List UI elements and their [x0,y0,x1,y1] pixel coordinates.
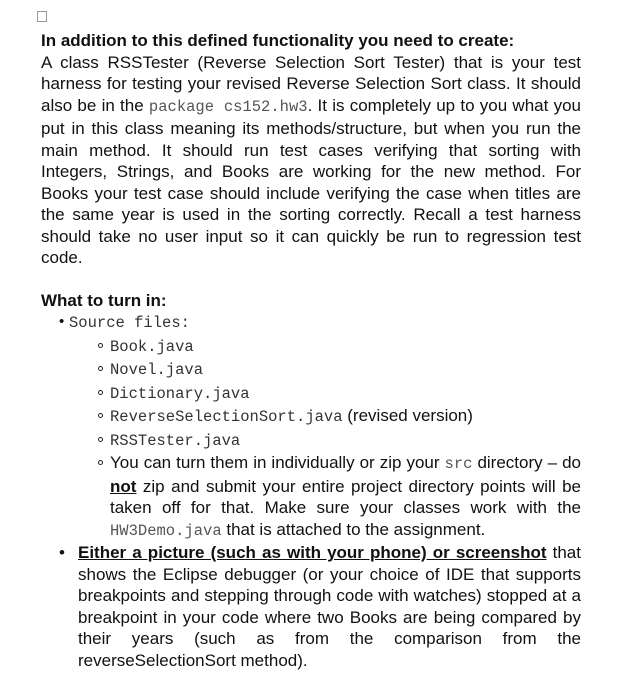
description-part-1: A class RSSTester (Reverse Selection Sort Tester) that is your test harness for testing your revised Reverse Selection Sort class. It should also be in the [41,52,581,115]
list-item [98,405,581,429]
circle-bullet-icon [98,437,103,442]
file-name: Book.java [110,337,194,356]
file-name: ReverseSelectionSort.java [110,408,343,426]
empty-checkbox-icon[interactable] [37,11,47,22]
file-name: RSSTester.java [110,431,241,450]
debugger-description: that shows the Eclipse debugger (or your choice of IDE that supports breakpoints and stepping through code with watches) stopped at a breakpoint in your code where two Books are being compared by their years (such as from the comparison from the reverseSelectionSort method). [78,543,581,670]
requirements-heading: In addition to this defined functionality you need to create: [41,31,515,50]
assignment-content [41,30,581,671]
circle-bullet-icon [98,413,103,418]
file-name: Dictionary.java [110,384,250,403]
file-name: Novel.java [110,361,204,379]
submit-note-d: that is attached to the assignment. [221,519,486,539]
circle-bullet-icon [98,343,103,348]
list-item [98,358,581,382]
debugger-underlined: Either a picture (such as with your phone) or screenshot [78,543,547,562]
package-code: package cs152.hw3 [148,97,308,116]
rsstester-description [41,52,581,269]
source-files-label: Source files: [69,314,190,332]
list-item [98,382,581,406]
demo-code: HW3Demo.java [110,521,222,540]
list-item [98,429,581,453]
submit-note-c: zip and submit your entire project directory points will be taken off for that. Make sure your classes work with the [110,476,581,517]
file-note: (revised version) [342,406,473,425]
source-file-list [41,335,581,543]
circle-bullet-icon [98,460,103,465]
submit-note-a: You can turn them in individually or zip your [110,453,445,472]
turn-in-heading: What to turn in: [41,290,167,310]
submit-note-b: directory – do [472,453,581,472]
src-code: src [444,455,473,473]
debugger-bullet [59,542,581,671]
bullet-dot-icon: • [59,543,65,562]
bullet-dot-icon: • [59,313,65,330]
circle-bullet-icon [98,366,103,371]
description-part-2: . It is completely up to you what you put in this class meaning its methods/structure, but when you run the main method. It should run test cases verifying that sorting with Integers, Strings, and Books are working for the new method. For Books your test case should include verifying the case when titles are the same year is used in the sorting correctly. Recall a test harness should take no user input so it can quickly be run to regression test code. [41,95,581,267]
circle-bullet-icon [98,390,103,395]
list-item [98,452,581,542]
not-emphasis: not [110,476,137,496]
source-files-bullet [59,311,581,335]
list-item [98,335,581,359]
